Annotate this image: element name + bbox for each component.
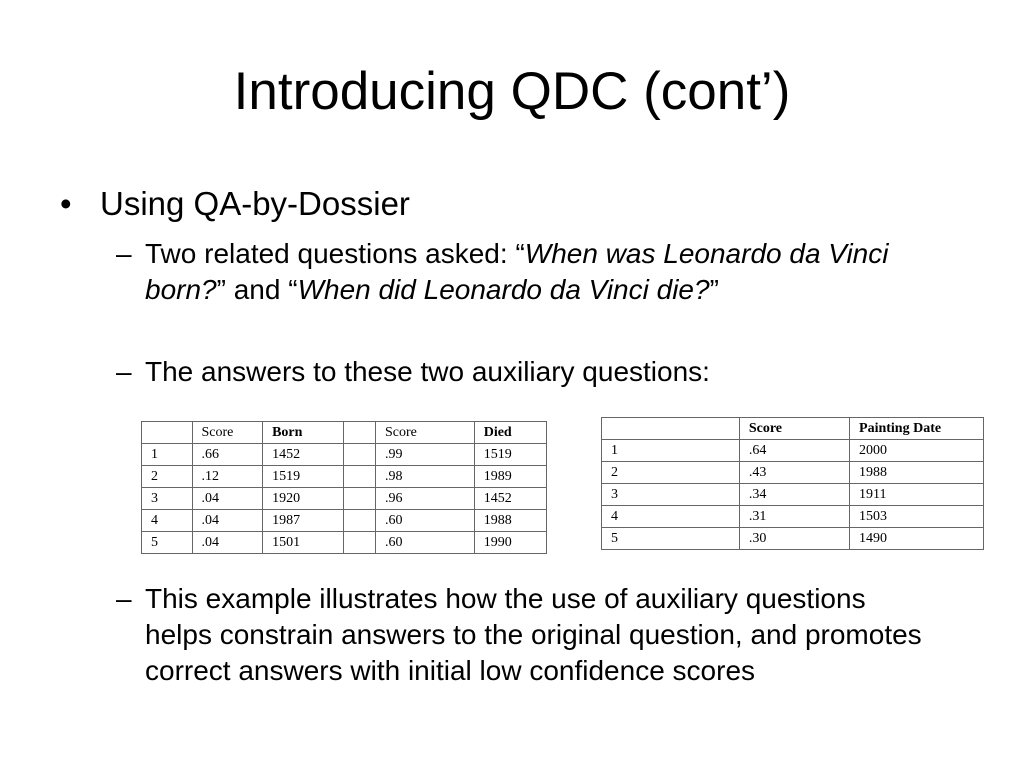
- table-cell: [344, 466, 376, 488]
- table-row: [142, 532, 547, 554]
- table-row: [602, 506, 984, 528]
- slide-title: Introducing QDC (cont’): [233, 62, 791, 121]
- table-cell: 1989: [474, 466, 546, 488]
- table-cell: 1490: [850, 528, 984, 550]
- table-row: [602, 462, 984, 484]
- table-header-cell: [344, 422, 376, 444]
- table-header-cell: Score: [375, 422, 474, 444]
- table-row: [602, 484, 984, 506]
- table-cell: .04: [192, 532, 263, 554]
- table-cell: 4: [142, 510, 193, 532]
- table-cell: 1452: [263, 444, 344, 466]
- dash-marker: –: [116, 583, 132, 614]
- table-cell: 1987: [263, 510, 344, 532]
- table-cell: 1988: [474, 510, 546, 532]
- table-cell: 1503: [850, 506, 984, 528]
- table-cell: 1911: [850, 484, 984, 506]
- dash-marker: –: [116, 356, 132, 387]
- table-header-row: [142, 422, 547, 444]
- table-header-cell: Score: [739, 418, 849, 440]
- table-cell: [344, 488, 376, 510]
- sub-bullet-text: This example illustrates how the use of auxiliary questions helps constrain answers to the original question, and promotes correct answers with initial low confidence scores: [145, 583, 922, 686]
- table-row: [602, 440, 984, 462]
- table-cell: 2: [142, 466, 193, 488]
- table-header-cell: Born: [263, 422, 344, 444]
- table-cell: 1501: [263, 532, 344, 554]
- table-header-cell: Died: [474, 422, 546, 444]
- question-born: When was Leonardo da Vinci born?: [145, 238, 889, 305]
- text-part: ” and “: [216, 274, 298, 305]
- table-cell: .60: [375, 532, 474, 554]
- table-header-cell: Score: [192, 422, 263, 444]
- question-died: When did Leonardo da Vinci die?: [297, 274, 710, 305]
- table-cell: 1920: [263, 488, 344, 510]
- table-cell: [344, 532, 376, 554]
- table-cell: .31: [739, 506, 849, 528]
- table-cell: 5: [602, 528, 740, 550]
- table-cell: .64: [739, 440, 849, 462]
- sub-bullet-conclusion: [116, 581, 936, 689]
- table-cell: 1990: [474, 532, 546, 554]
- table-cell: 1519: [474, 444, 546, 466]
- table-cell: .99: [375, 444, 474, 466]
- table-row: [142, 444, 547, 466]
- table-row: [602, 528, 984, 550]
- table-row: [142, 466, 547, 488]
- text-part: ”: [709, 274, 719, 305]
- sub-bullet-text: The answers to these two auxiliary questions:: [145, 356, 710, 387]
- table-cell: [344, 444, 376, 466]
- table-header-cell: [142, 422, 193, 444]
- table-row: [142, 488, 547, 510]
- table-cell: .43: [739, 462, 849, 484]
- table-cell: 1988: [850, 462, 984, 484]
- table-cell: 3: [602, 484, 740, 506]
- sub-bullet-text: [145, 236, 936, 308]
- table-cell: .04: [192, 488, 263, 510]
- born-died-table: [141, 421, 547, 554]
- table-header-row: [602, 418, 984, 440]
- table-header-cell: Painting Date: [850, 418, 984, 440]
- sub-bullet-answers: [116, 354, 936, 390]
- table-cell: 1452: [474, 488, 546, 510]
- sub-bullet-questions: [116, 236, 936, 308]
- table-cell: .34: [739, 484, 849, 506]
- table-row: [142, 510, 547, 532]
- bullet-text: Using QA-by-Dossier: [100, 185, 410, 222]
- table-cell: .60: [375, 510, 474, 532]
- table-cell: 3: [142, 488, 193, 510]
- table-cell: 1: [602, 440, 740, 462]
- table-cell: .96: [375, 488, 474, 510]
- bullet-marker: •: [60, 185, 72, 222]
- painting-date-table: [601, 417, 984, 550]
- table-cell: 2000: [850, 440, 984, 462]
- table-cell: .66: [192, 444, 263, 466]
- table-cell: 1: [142, 444, 193, 466]
- table-cell: .30: [739, 528, 849, 550]
- table-cell: 5: [142, 532, 193, 554]
- table-cell: 4: [602, 506, 740, 528]
- table-cell: 2: [602, 462, 740, 484]
- table-cell: [344, 510, 376, 532]
- table-cell: .98: [375, 466, 474, 488]
- table-cell: .04: [192, 510, 263, 532]
- table-cell: 1519: [263, 466, 344, 488]
- table-header-cell: [602, 418, 740, 440]
- dash-marker: –: [116, 238, 132, 269]
- table-cell: .12: [192, 466, 263, 488]
- text-part: Two related questions asked: “: [145, 238, 525, 269]
